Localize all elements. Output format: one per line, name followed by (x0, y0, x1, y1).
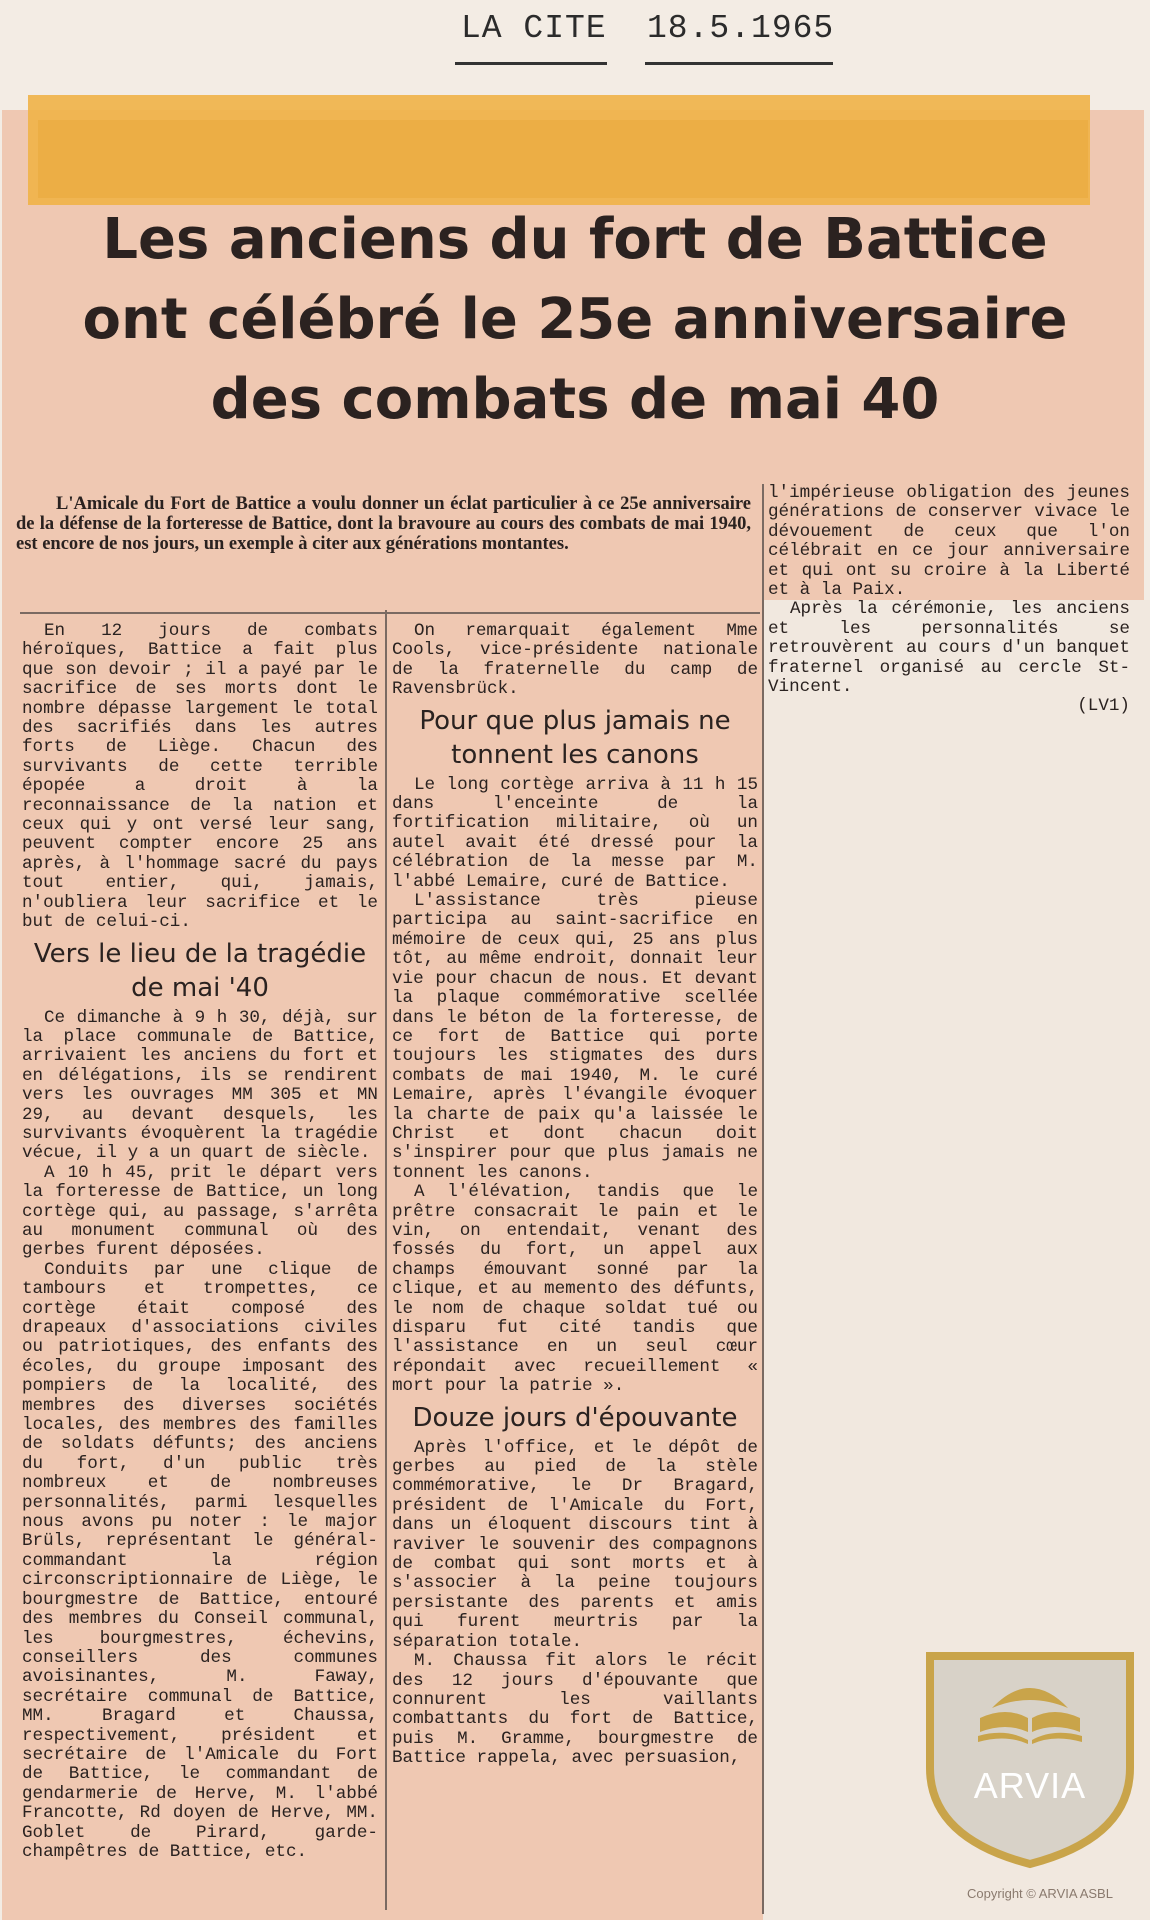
signature: (LV1) (1077, 696, 1130, 717)
subheading-douze-jours: Douze jours d'épouvante (412, 1402, 738, 1433)
article-headline (6, 200, 1144, 460)
logo-text: ARVIA (973, 1765, 1087, 1806)
headline-line-2: ont célébré le 25e anniversaire (82, 287, 1068, 352)
headline-line-1: Les anciens du fort de Battice (102, 207, 1048, 272)
copyright-notice: Copyright © ARVIA ASBL (967, 1886, 1113, 1901)
paragraph: Conduits par une clique de tambours et trompettes, ce cortège était composé des drapeaux d'associations civiles ou patriotiques, des enfants des écoles, du groupe imposant des pompiers de la localité, des membres des diverses sociétés locales, des membres des familles de soldats défunts; des anciens du fort, d'un public très nombreux et de nombreuses personnalités, parmi lesquelles nous avons pu noter : le major Brüls, représentant le général-commandant la région circonscriptionnaire de Liège, le bourgmestre de Battice, entouré des membres du Conseil communal, les bourgmestres, échevins, conseillers des communes avoisinantes, M. Faway, secrétaire communal de Battice, MM. Bragard et Chaussa, respectivement, président et secrétaire de l'Amicale du Fort de Battice, le commandant de gendarmerie de Herve, M. l'abbé Francotte, Rd doyen de Herve, MM. Goblet de Pirard, garde-champêtres de Battice, etc. (22, 1259, 378, 1862)
paragraph: M. Chaussa fit alors le récit des 12 jours d'épouvante que connurent les vaillants combattants du fort de Battice, puis M. Gramme, bourgmestre de Battice rappela, avec persuasion, (392, 1651, 758, 1769)
subheading-vers-le-lieu: Vers le lieu de la tragédie de mai '40 (33, 938, 367, 1003)
subheading-pour-que-plus-jamais: Pour que plus jamais ne tonnent les canons (419, 705, 731, 770)
headline-line-3: des combats de mai 40 (210, 367, 940, 432)
column-2 (392, 622, 758, 1912)
paragraph: A 10 h 45, prit le départ vers la forteresse de Battice, un long cortège qui, au passage, s'arrêta au monument communal où des gerbes furent déposées. (22, 1162, 378, 1261)
column-1 (22, 622, 378, 1912)
paragraph: Ce dimanche à 9 h 30, déjà, sur la place communale de Battice, arrivaient les anciens du fort et en délégations, ils se rendirent vers les ouvrages MM 305 et MN 29, au devant desquels, les survivants évoquèrent la tragédie vécue, il y a un quart de siècle. (22, 1007, 378, 1164)
paragraph: l'impérieuse obligation des jeunes générations de conserver vivace le dévouement de ceux que l'on célébrait en ce jour anniversaire et qui ont su croire à la Liberté et à la Paix. (768, 483, 1130, 601)
masthead-underline-right (645, 62, 833, 65)
publication-date: 18.5.1965 (647, 10, 835, 47)
column-3 (768, 483, 1130, 717)
paragraph: Après la cérémonie, les anciens et les personnalités se retrouvèrent au cours d'un banquet fraternel organisé au cercle St-Vincent. (768, 599, 1130, 698)
paragraph: A l'élévation, tandis que le prêtre consacrait le pain et le vin, on entendait, venant des fossés du fort, un appel aux champs émouvant sonné par la clique, et au memento des défunts, le nom de chaque soldat tué ou disparu fut cité tandis que l'assistance en un seul cœur répondait avec recueillement « mort pour la patrie ». (392, 1182, 758, 1397)
adhesive-tape-shadow (38, 120, 1088, 198)
paragraph: Après l'office, et le dépôt de gerbes au pied de la stèle commémorative, le Dr Bragard, président de l'Amicale du Fort, dans un éloquent discours tint à raviver le souvenir des compagnons de combat qui sont morts et à s'associer à la peine toujours persistante des parents et amis qui furent meurtris par la séparation totale. (392, 1437, 758, 1652)
newspaper-name: LA CITE (461, 10, 607, 47)
shield-outline-icon (930, 1656, 1130, 1864)
arvia-logo (922, 1648, 1138, 1870)
paragraph: Le long cortège arriva à 11 h 15 dans l'enceinte de la fortification militaire, où un autel avait été dressé pour la célébration de la messe par M. l'abbé Lemaire, curé de Battice. (392, 774, 758, 892)
masthead-underline-left (455, 62, 607, 65)
lead-divider (20, 612, 760, 614)
column-separator-1 (385, 610, 387, 1910)
column-separator-2 (762, 484, 764, 1914)
paragraph: En 12 jours de combats héroïques, Battice a fait plus que son devoir ; il a payé par le sacrifice de ses morts dont le nombre dépasse largement le total des sacrifiés dans les autres forts de Liège. Chacun des survivants de cette terrible épopée a droit à la reconnaissance de la nation et ceux qui y ont versé leur sang, peuvent compter encore 25 ans après, à l'hommage sacré du pays tout entier, qui, jamais, n'oubliera leur sacrifice et le but de celui-ci. (22, 621, 378, 933)
article-lead: L'Amicale du Fort de Battice a voulu donner un éclat particulier à ce 25e anniversaire de la défense de la forteresse de Battice, dont la bravoure au cours des combats de mai 1940, est encore de nos jours, un exemple à citer aux générations montantes. (16, 494, 751, 554)
masthead (455, 6, 835, 66)
paragraph: L'assistance très pieuse participa au saint-sacrifice en mémoire de ceux qui, 25 ans plus tôt, au même endroit, donnait leur vie pour chacun de nous. Et devant la plaque commémorative scellée dans le béton de la forteresse, de ce fort de Battice qui porte toujours les stigmates des durs combats de mai 1940, M. le curé Lemaire, après l'évangile évoquer la charte de paix qu'a laissée le Christ et dont chacun doit s'inspirer pour que plus jamais ne tonnent les canons. (392, 891, 758, 1183)
paragraph: On remarquait également Mme Cools, vice-présidente nationale de la fraternelle du camp de Ravensbrück. (392, 621, 758, 700)
